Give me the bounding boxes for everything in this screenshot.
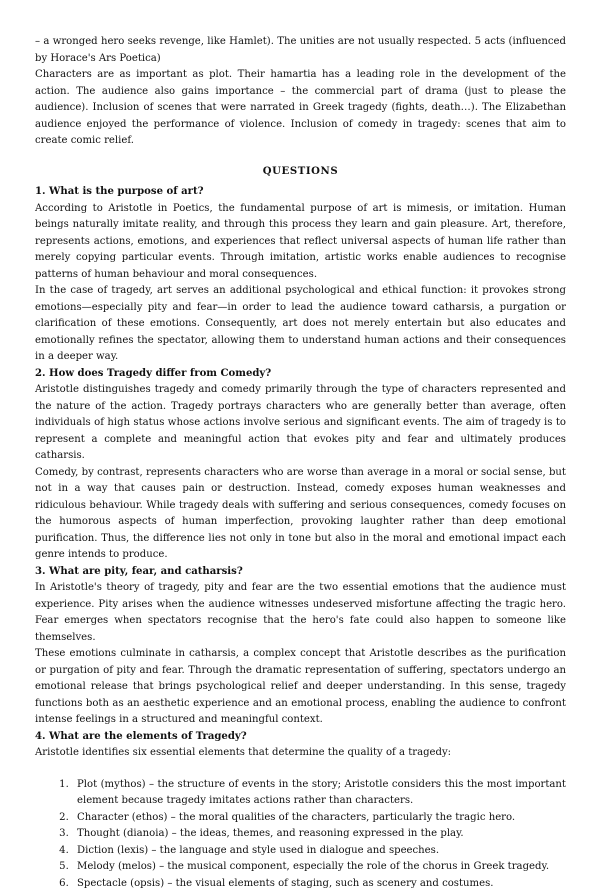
list-item: 6. Spectacle (opsis) – the visual elements of staging, such as scenery and costumes. bbox=[72, 876, 566, 892]
question-3 bbox=[35, 564, 566, 729]
answer-paragraph: In Aristotle's theory of tragedy, pity and fear are the two essential emotions that the audience must experience. Pity arises when the audience witnesses undeserved misfortune affecting the tragic hero. Fear emerges when spectators recognise that the hero's fate could also happen to someone like themselves. bbox=[35, 580, 566, 646]
question-title: 4. What are the elements of Tragedy? bbox=[35, 729, 566, 746]
answer-paragraph: These emotions culminate in catharsis, a complex concept that Aristotle describes as the purification or purgation of pity and fear. Through the dramatic representation of suffering, spectators undergo an emotional release that brings psychological relief and deeper understanding. In this sense, tragedy functions both as an aesthetic experience and an emotional process, enabling the audience to confront intense feelings in a structured and meaningful context. bbox=[35, 646, 566, 729]
answer-paragraph: Comedy, by contrast, represents characters who are worse than average in a moral or social sense, but not in a way that causes pain or destruction. Instead, comedy exposes human weaknesses and ridiculous behaviour. While tragedy deals with suffering and serious consequences, comedy focuses on the humorous aspects of human imperfection, provoking laughter rather than deep emotional purification. Thus, the difference lies not only in tone but also in the moral and emotional impact each genre intends to produce. bbox=[35, 465, 566, 564]
question-title: 3. What are pity, fear, and catharsis? bbox=[35, 564, 566, 581]
question-2 bbox=[35, 366, 566, 564]
question-title: 2. How does Tragedy differ from Comedy? bbox=[35, 366, 566, 383]
list-item: 3. Thought (dianoia) – the ideas, themes, and reasoning expressed in the play. bbox=[72, 826, 566, 843]
list-item: 2. Character (ethos) – the moral qualities of the characters, particularly the tragic hero. bbox=[72, 810, 566, 827]
questions-heading: QUESTIONS bbox=[35, 164, 566, 181]
answer-paragraph: According to Aristotle in Poetics, the fundamental purpose of art is mimesis, or imitation. Human beings naturally imitate reality, and through this process they learn and gain pleasure. Art, therefore, represents actions, emotions, and experiences that reflect universal aspects of human life rather than merely copying particular events. Through imitation, artistic works enable audiences to recognise patterns of human behaviour and moral consequences. bbox=[35, 201, 566, 284]
list-item: 1. Plot (mythos) – the structure of events in the story; Aristotle considers this the most important element because tragedy imitates actions rather than characters. bbox=[72, 777, 566, 810]
answer-paragraph: In the case of tragedy, art serves an additional psychological and ethical function: it provokes strong emotions—especially pity and fear—in order to lead the audience toward catharsis, a purgation or clarification of these emotions. Consequently, art does not merely entertain but also educates and emotionally refines the spectator, allowing them to understand human actions and their consequences in a deeper way. bbox=[35, 283, 566, 366]
intro-paragraph-2: Characters are as important as plot. Their hamartia has a leading role in the development of the action. The audience also gains importance – the commercial part of drama (just to please the audience). Inclusion of scenes that were narrated in Greek tragedy (fights, death…). The Elizabethan audience enjoyed the performance of violence. Inclusion of comedy in tragedy: scenes that aim to create comic relief. bbox=[35, 67, 566, 150]
list-item: 5. Melody (melos) – the musical component, especially the role of the chorus in Greek tragedy. bbox=[72, 859, 566, 876]
answer-paragraph: Aristotle identifies six essential elements that determine the quality of a tragedy: bbox=[35, 745, 566, 762]
list-item: 4. Diction (lexis) – the language and style used in dialogue and speeches. bbox=[72, 843, 566, 860]
question-4 bbox=[35, 729, 566, 892]
intro-paragraph-1: – a wronged hero seeks revenge, like Hamlet). The unities are not usually respected. 5 acts (influenced by Horace's Ars Poetica) bbox=[35, 34, 566, 67]
answer-paragraph: Aristotle distinguishes tragedy and comedy primarily through the type of characters represented and the nature of the action. Tragedy portrays characters who are generally better than average, often individuals of high status whose actions involve serious and significant events. The aim of tragedy is to represent a complete and meaningful action that evokes pity and fear and ultimately produces catharsis. bbox=[35, 382, 566, 465]
question-title: 1. What is the purpose of art? bbox=[35, 184, 566, 201]
question-1 bbox=[35, 184, 566, 366]
elements-list bbox=[35, 777, 566, 892]
